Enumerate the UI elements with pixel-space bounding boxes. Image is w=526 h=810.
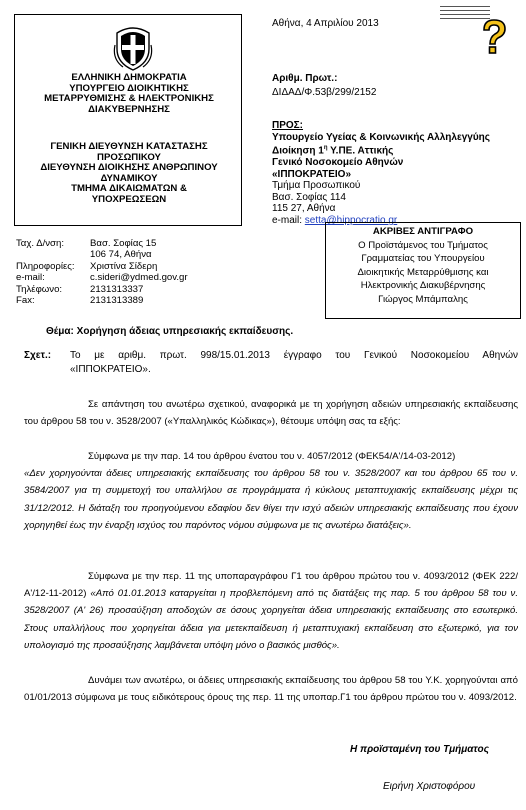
recipient-email-link[interactable]: setta@hippocratio.gr xyxy=(304,215,398,227)
org-line: ΔΙΕΥΘΥΝΣΗ ΔΙΟΙΚΗΣΗΣ ΑΝΘΡΩΠΙΝΟΥ xyxy=(40,162,218,174)
reference-line-1: Το με αριθμ. πρωτ. 998/15.01.2013 έγγραφο του Γενικού Νοσοκομείου Αθηνών xyxy=(70,350,518,361)
protocol-number: ΔΙΔΑΔ/Φ.53β/299/2152 xyxy=(272,87,377,98)
org-line: ΥΠΟΥΡΓΕΙΟ ΔΙΟΙΚΗΤΙΚΗΣ xyxy=(69,82,189,94)
certification-stamp xyxy=(440,4,516,54)
contact-value: Χριστίνα Σίδερη xyxy=(90,260,158,272)
certified-copy-line: Ηλεκτρονικής Διακυβέρνησης xyxy=(360,280,486,292)
recipient-authority xyxy=(272,143,522,157)
recipient-authority-text: Διοίκηση 1 xyxy=(272,145,324,157)
recipient-block xyxy=(272,120,522,227)
recipient-authority-suffix: Υ.ΠΕ. Αττικής xyxy=(327,145,394,157)
body-paragraph-1: Σε απάντηση του ανωτέρω σχετικού, αναφορικά με τη χορήγηση αδειών υπηρεσιακής εκπαίδευσης του άρθρου 58 του ν. 3528/2007 («Υπαλληλικός Κώδικας»), θέτουμε υπόψη σας τα εξής: xyxy=(24,399,518,428)
paragraph-2-intro: Σύμφωνα με την παρ. 14 του άρθρου ένατου του ν. 4057/2012 (ΦΕΚ54/Α'/14-03-2012) xyxy=(88,451,456,462)
contact-value: Βασ. Σοφίας 15 xyxy=(90,238,157,249)
recipient-label: ΠΡΟΣ: xyxy=(272,120,304,131)
body-paragraph-2 xyxy=(24,448,518,534)
contact-value: 2131313337 xyxy=(90,283,144,295)
org-line: ΔΙΑΚΥΒΕΡΝΗΣΗΣ xyxy=(88,103,170,115)
recipient-city: 115 27, Αθήνα xyxy=(272,203,336,215)
org-block-department xyxy=(15,142,243,206)
recipient-email-label: e-mail: xyxy=(272,215,305,227)
greek-coat-of-arms-icon xyxy=(113,25,153,71)
issuer-header-box xyxy=(14,14,242,226)
org-line: ΠΡΟΣΩΠΙΚΟΥ xyxy=(97,151,161,163)
recipient-authority-sup: η xyxy=(323,145,328,152)
reference-label: Σχετ.: xyxy=(24,350,52,361)
recipient-hospital: Γενικό Νοσοκομείο Αθηνών xyxy=(272,157,404,169)
signature-title: Η προϊσταμένη του Τμήματος xyxy=(350,744,489,755)
contact-label: Τηλέφωνο: xyxy=(16,283,63,295)
paragraph-3-intro: Σύμφωνα με την περ. 11 της υποπαραγράφου Γ1 του άρθρου πρώτου του ν. 4093/2012 (ΦΕΚ 222/Α'/12-11-2012) xyxy=(24,571,518,600)
contact-value: 2131313389 xyxy=(90,294,144,306)
document-subject: Θέμα: Χορήγηση άδειας υπηρεσιακής εκπαίδευσης. xyxy=(46,326,294,337)
org-block-ministry xyxy=(15,73,243,115)
contact-label: Ταχ. Δ/νση: xyxy=(16,238,64,249)
contact-value: 106 74, Αθήνα xyxy=(90,249,152,261)
certified-copy-box xyxy=(325,222,521,319)
contact-email[interactable]: c.sideri@ydmed.gov.gr xyxy=(90,272,188,284)
question-mark-certification-stamp-icon xyxy=(480,18,508,54)
recipient-ministry: Υπουργείο Υγείας & Κοινωνικής Αλληλεγγύης xyxy=(272,131,490,143)
contact-label: Fax: xyxy=(16,294,35,306)
org-line: ΥΠΟΧΡΕΩΣΕΩΝ xyxy=(91,193,167,205)
contact-label: Πληροφορίες: xyxy=(16,260,75,272)
document-date: Αθήνα, 4 Απριλίου 2013 xyxy=(272,18,379,29)
certified-copy-title: ΑΚΡΙΒΕΣ ΑΝΤΙΓΡΑΦΟ xyxy=(372,226,474,237)
certified-copy-line: Γραμματείας του Υπουργείου xyxy=(361,253,485,265)
certified-copy-line: Ο Προϊστάμενος του Τμήματος xyxy=(358,239,488,251)
body-paragraph-4: Δυνάμει των ανωτέρω, οι άδειες υπηρεσιακής εκπαίδευσης του άρθρου 58 του Υ.Κ. χορηγούνται από 01/01/2013 σύμφωνα με τους ειδικότερους όρους της περ. 11 της υποπαρ.Γ1 του άρθρου πρώτου του ν. 4093/2012. xyxy=(24,675,518,704)
org-line: ΓΕΝΙΚΗ ΔΙΕΥΘΥΝΣΗ ΚΑΤΑΣΤΑΣΗΣ xyxy=(50,141,208,152)
org-line: ΔΥΝΑΜΙΚΟΥ xyxy=(100,172,158,184)
contact-label: e-mail: xyxy=(16,272,45,284)
org-line: ΕΛΛΗΝΙΚΗ ΔΗΜΟΚΡΑΤΙΑ xyxy=(71,72,187,83)
body-paragraph-3 xyxy=(24,568,518,654)
org-line: ΜΕΤΑΡΡΥΘΜΙΣΗΣ & ΗΛΕΚΤΡΟΝΙΚΗΣ xyxy=(44,93,214,105)
paragraph-2-quote: «Δεν χορηγούνται άδειες υπηρεσιακής εκπαίδευσης του άρθρου 58 του ν. 3528/2007 και του άρθρου 65 του ν. 3584/2007 για τη συμμετοχή του υπαλλήλου σε προγράμματα ή κύκλους μεταπτυχιακής εκπαίδευσης μέχρι τις 31/12/2012. Η διάταξη του προηγούμενου εδαφίου δεν θίγει την ισχύ αδειών υπηρεσιακής εκπαίδευσης που έχουν χορηγηθεί έως την έναρξη ισχύος του παρόντος νόμου σύμφωνα με τις ανωτέρω διατάξεις». xyxy=(24,468,518,531)
certified-copy-signer: Γιώργος Μπάμπαλης xyxy=(378,293,468,305)
signature-name: Ειρήνη Χριστοφόρου xyxy=(383,781,476,792)
recipient-department: Τμήμα Προσωπικού xyxy=(272,180,361,192)
org-line: ΤΜΗΜΑ ΔΙΚΑΙΩΜΑΤΩΝ & xyxy=(71,183,187,195)
paragraph-3-quote: «Από 01.01.2013 καταργείται η προβλεπόμενη από τις διατάξεις της παρ. 5 του άρθρου 58 του ν. 3528/2007 (Α' 26) προσαύξηση αποδοχών σε όσους χορηγείται άδεια υπηρεσιακής εκπαίδευσης στο εσωτερικό. Στους υπαλλήλους που χορηγείται άδεια για μετεκπαίδευση ή μεταπτυχιακή εκπαίδευση στο εξωτερικό, για τον υπολογισμό της προσαύξησης λαμβάνεται υπόψη μόνο ο βασικός μισθός». xyxy=(24,588,518,651)
protocol-label: Αριθμ. Πρωτ.: xyxy=(272,73,338,84)
certified-copy-line: Διοικητικής Μεταρρύθμισης και xyxy=(357,266,489,278)
recipient-street: Βασ. Σοφίας 114 xyxy=(272,191,346,203)
recipient-hospital-name: «ΙΠΠΟΚΡΑΤΕΙΟ» xyxy=(272,168,351,180)
reference-line-2: «ΙΠΠΟΚΡΑΤΕΙΟ». xyxy=(70,364,151,375)
